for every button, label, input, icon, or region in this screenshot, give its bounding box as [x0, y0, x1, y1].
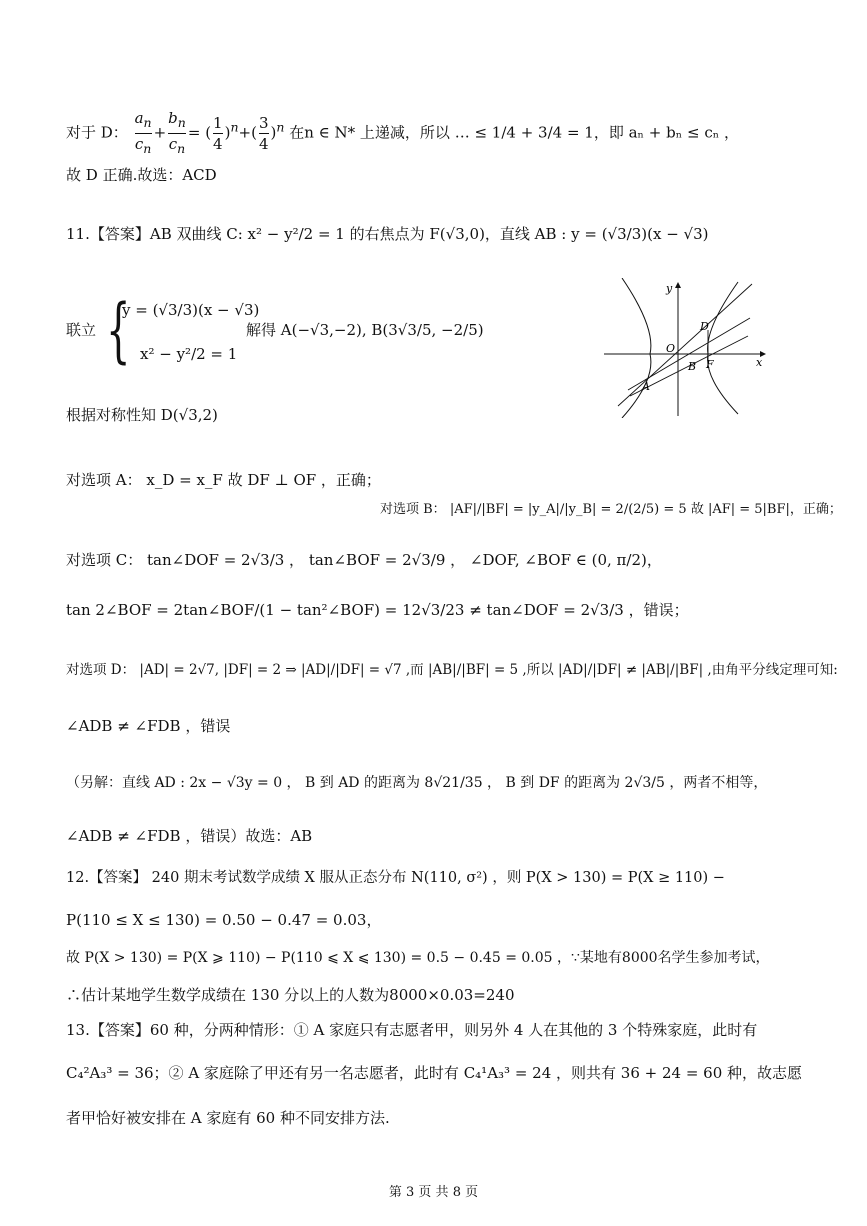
d-prefix: 对于 D： [66, 123, 128, 142]
d-text-decreasing: 在n ∈ N* 上递减，所以 [289, 123, 450, 142]
fraction-a-over-c: $\frac{a_n}{c_n}$ [135, 108, 152, 159]
d-sum-text: … ≤ [454, 123, 492, 142]
d-sum-value: 1/4 + 3/4 = 1 [491, 123, 594, 142]
point-a-label: A [642, 380, 650, 393]
point-d-label: D [700, 320, 709, 333]
q11-system-eq2: x² − y²/2 = 1 [140, 345, 238, 363]
q11-option-b: 对选项 B： |AF|/|BF| = |y_A|/|y_B| = 2/(2/5) = 5 故 |AF| = 5|BF|，正确； [380, 502, 842, 517]
fraction-one-quarter: $\frac{1}{4}$ [213, 114, 223, 153]
q12-line3: 故 P(X > 130) = P(X ⩾ 110) − P(110 ⩽ X ⩽ 130) = 0.5 − 0.45 = 0.05 ，∵某地有8000名学生参加考试， [66, 950, 770, 966]
d-conclusion-line: 对于 D： $\frac{a_n}{c_n}$ + $\frac{b_n}{c_n}$ = ( $\frac{1}{4}$ )$^n$+( $\frac{3}{4}$ )$^n$ 在n ∈ N* 上递减，所以 … ≤ 1/4 + 3/4 = 1，即 aₙ + bₙ ≤ cₙ ， [66, 108, 739, 159]
point-o-label: O [666, 342, 676, 355]
page-footer: 第 3 页 共 8 页 [388, 1185, 479, 1200]
q13-line1: 13.【答案】60 种，分两种情形：① A 家庭只有志愿者甲，则另外 4 人在其他的 3 个特殊家庭，此时有 [66, 1021, 758, 1039]
q13-line2: C₄²A₃³ = 36；② A 家庭除了甲还有另一名志愿者，此时有 C₄¹A₃³ = 24 ，则共有 36 + 24 = 60 种，故志愿 [66, 1064, 803, 1082]
q11-option-d2: ∠ADB ≠ ∠FDB ，错误 [66, 717, 231, 735]
d-tail: ，即 aₙ + bₙ ≤ cₙ ， [593, 123, 740, 142]
q13-line3: 者甲恰好被安排在 A 家庭有 60 种不同安排方法. [66, 1109, 390, 1127]
system-brace: { [106, 289, 131, 371]
q11-system-solve: 解得 A(−√3,−2), B(3√3/5, −2/5) [246, 321, 484, 339]
q11-alt-solution: （另解：直线 AD : 2x − √3y = 0 ， B 到 AD 的距离为 8√21/35 ， B 到 DF 的距离为 2√3/5 ，两者不相等， [66, 775, 768, 791]
fraction-b-over-c: $\frac{b_n}{c_n}$ [168, 108, 186, 159]
point-f-label: F [706, 358, 714, 371]
fraction-three-quarters: $\frac{3}{4}$ [258, 114, 269, 153]
q12-line1: 12.【答案】 240 期末考试数学成绩 X 服从正态分布 N(110, σ²) ，则 P(X > 130) = P(X ≥ 110) − [66, 870, 725, 886]
axis-x-label: x [756, 356, 763, 369]
q11-head: 11.【答案】AB 双曲线 C: x² − y²/2 = 1 的右焦点为 F(√3,0)，直线 AB : y = (√3/3)(x − √3) [66, 225, 709, 243]
q11-option-c2: tan 2∠BOF = 2tan∠BOF/(1 − tan²∠BOF) = 12√3/23 ≠ tan∠DOF = 2√3/3 ，错误； [66, 601, 689, 619]
q11-option-a: 对选项 A： x_D = x_F 故 DF ⊥ OF ，正确； [66, 471, 381, 489]
q11-system-eq1: y = (√3/3)(x − √3) [122, 301, 260, 319]
axis-y-label: y [666, 282, 673, 295]
q11-symmetry: 根据对称性知 D(√3,2) [66, 406, 218, 424]
hyperbola-diagram [600, 278, 770, 418]
q11-system-label: 联立 [66, 321, 97, 339]
q11-option-d1: 对选项 D： |AD| = 2√7, |DF| = 2 ⇒ |AD|/|DF| = √7 ,而 |AB|/|BF| = 5 ,所以 |AD|/|DF| ≠ |AB|/|BF| ,由角平分线定理可知: [66, 662, 838, 678]
point-b-label: B [688, 360, 697, 373]
q12-line2: P(110 ≤ X ≤ 130) = 0.50 − 0.47 = 0.03， [66, 911, 382, 929]
q11-end: ∠ADB ≠ ∠FDB ，错误）故选：AB [66, 827, 313, 845]
d-conclusion-2: 故 D 正确.故选：ACD [66, 166, 217, 184]
q11-option-c1: 对选项 C： tan∠DOF = 2√3/3 ， tan∠BOF = 2√3/9 ， ∠DOF, ∠BOF ∈ (0, π/2)， [66, 551, 662, 569]
q12-line4: ∴估计某地学生数学成绩在 130 分以上的人数为8000×0.03=240 [66, 986, 515, 1004]
